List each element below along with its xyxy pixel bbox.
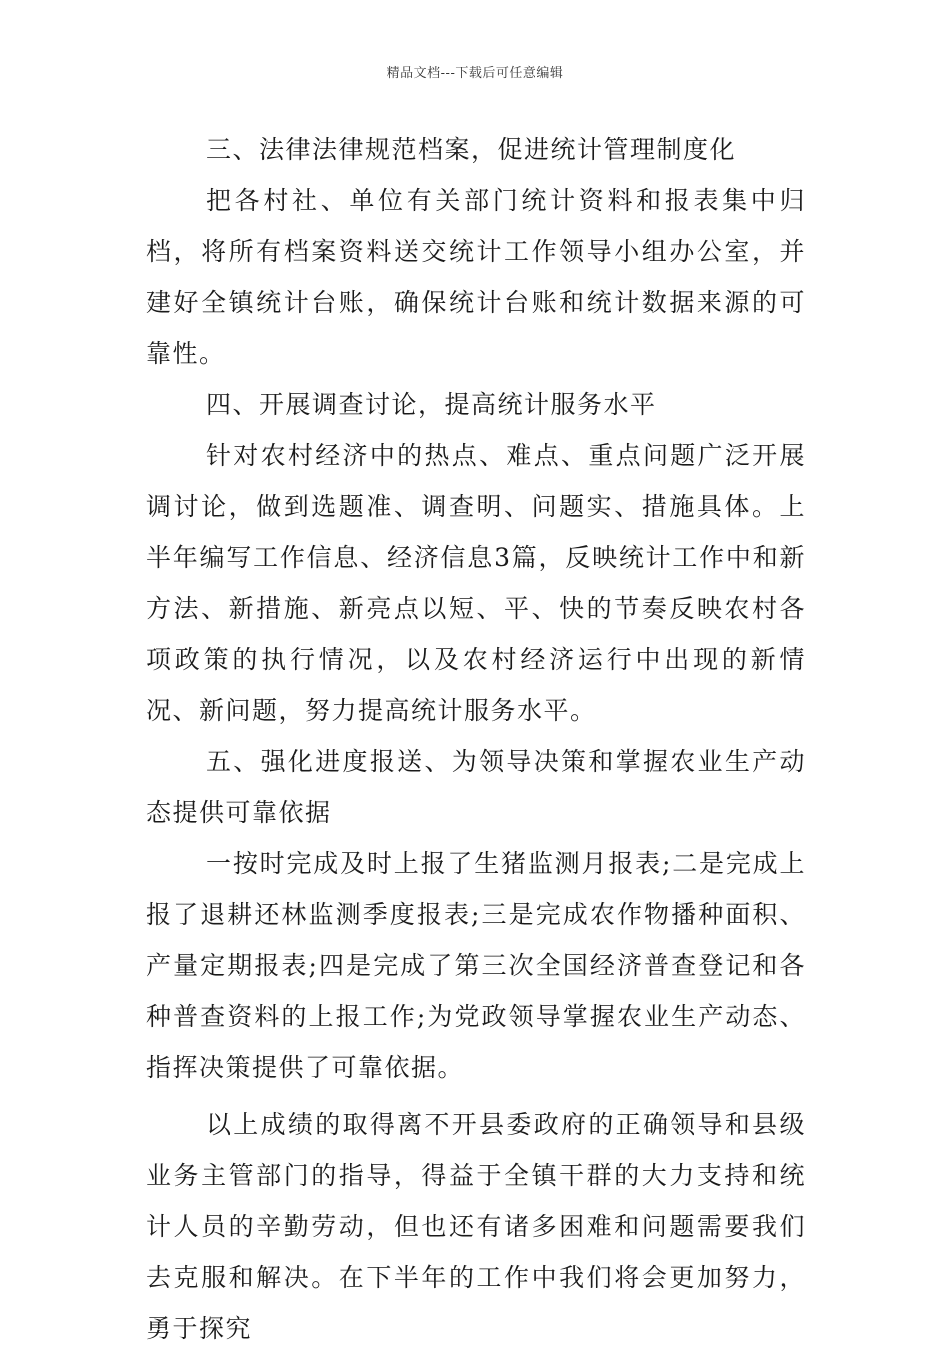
document-body [146,124,806,1354]
section-heading-4: 四、开展调查讨论，提高统计服务水平 [206,390,657,419]
section-heading-3: 三、法律法律规范档案，促进统计管理制度化 [206,135,737,164]
paragraph-conclusion: 以上成绩的取得离不开县委政府的正确领导和县级业务主管部门的指导，得益于全镇干群的大力支持和统计人员的辛勤劳动，但也还有诸多困难和问题需要我们去克服和解决。在下半年的工作中我们将会更加努力，勇于探究 [146,1110,806,1343]
paragraph-reports: 一按时完成及时上报了生猪监测月报表;二是完成上报了退耕还林监测季度报表;三是完成农作物播种面积、产量定期报表;四是完成了第三次全国经济普查登记和各种普查资料的上报工作;为党政领导掌握农业生产动态、指挥决策提供了可靠依据。 [146,849,806,1082]
page-header: 精品文档---下载后可任意编辑 [386,66,564,81]
paragraph-archives: 把各村社、单位有关部门统计资料和报表集中归档，将所有档案资料送交统计工作领导小组办公室，并建好全镇统计台账，确保统计台账和统计数据来源的可靠性。 [146,186,806,368]
paragraph-survey: 针对农村经济中的热点、难点、重点问题广泛开展调讨论，做到选题准、调查明、问题实、措施具体。上半年编写工作信息、经济信息3篇，反映统计工作中和新方法、新措施、新亮点以短、平、快的节奏反映农村各项政策的执行情况，以及农村经济运行中出现的新情况、新问题，努力提高统计服务水平。 [146,441,806,725]
section-heading-5: 五、强化进度报送、为领导决策和掌握农业生产动态提供可靠依据 [146,747,806,827]
